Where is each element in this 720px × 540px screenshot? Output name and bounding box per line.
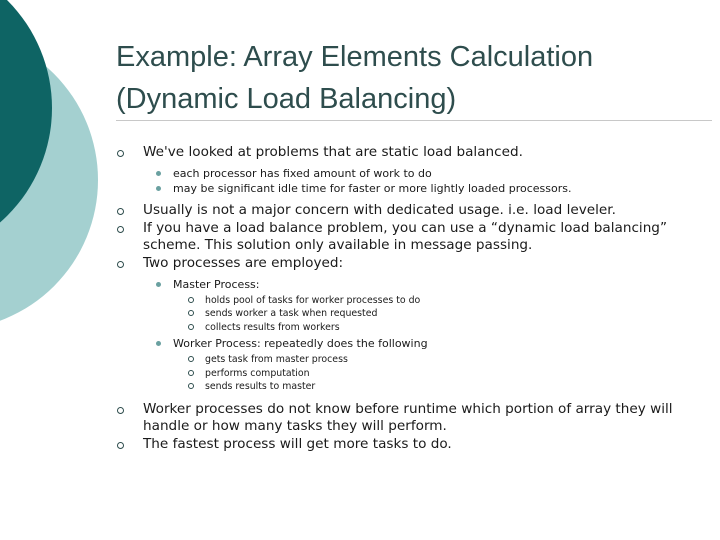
ring-bullet-icon bbox=[188, 383, 194, 389]
master-task-pool: holds pool of tasks for worker processes to do bbox=[116, 294, 706, 307]
worker-performs-computation: performs computation bbox=[116, 367, 706, 380]
dot-bullet-icon bbox=[156, 186, 161, 191]
master-collects-results: collects results from workers bbox=[116, 321, 706, 334]
ring-bullet-icon bbox=[117, 150, 124, 157]
ring-bullet-icon bbox=[117, 261, 124, 268]
title-line-1: Example: Array Elements Calculation bbox=[116, 41, 594, 73]
slide-title bbox=[116, 36, 696, 120]
dot-bullet-icon bbox=[156, 282, 161, 287]
sub-bullet-idle-time: may be significant idle time for faster or more lightly loaded processors. bbox=[116, 181, 706, 197]
sub-bullet-master-process: Master Process: bbox=[116, 277, 706, 293]
worker-gets-task: gets task from master process bbox=[116, 353, 706, 366]
ring-bullet-icon bbox=[188, 370, 194, 376]
sub-bullet-worker-process: Worker Process: repeatedly does the following bbox=[116, 336, 706, 352]
worker-sends-results: sends results to master bbox=[116, 380, 706, 393]
bullet-static-balanced: We've looked at problems that are static load balanced. bbox=[116, 144, 706, 161]
title-divider bbox=[116, 120, 712, 121]
ring-bullet-icon bbox=[117, 208, 124, 215]
slide-body bbox=[116, 144, 706, 453]
ring-bullet-icon bbox=[188, 356, 194, 362]
ring-bullet-icon bbox=[188, 310, 194, 316]
ring-bullet-icon bbox=[188, 297, 194, 303]
dot-bullet-icon bbox=[156, 171, 161, 176]
ring-bullet-icon bbox=[117, 226, 124, 233]
ring-bullet-icon bbox=[117, 407, 124, 414]
bullet-dynamic-load-balancing: If you have a load balance problem, you can use a “dynamic load balancing” scheme. This solution only available in message passing. bbox=[116, 220, 706, 253]
title-line-2: (Dynamic Load Balancing) bbox=[116, 83, 457, 115]
bullet-dedicated-usage: Usually is not a major concern with dedicated usage. i.e. load leveler. bbox=[116, 202, 706, 219]
master-sends-task: sends worker a task when requested bbox=[116, 307, 706, 320]
dot-bullet-icon bbox=[156, 341, 161, 346]
bullet-worker-unknown-portion: Worker processes do not know before runtime which portion of array they will handle or how many tasks they will perform. bbox=[116, 401, 706, 434]
sub-bullet-fixed-work: each processor has fixed amount of work to do bbox=[116, 166, 706, 182]
ring-bullet-icon bbox=[117, 442, 124, 449]
bullet-fastest-process: The fastest process will get more tasks to do. bbox=[116, 436, 706, 453]
bullet-two-processes: Two processes are employed: bbox=[116, 255, 706, 272]
ring-bullet-icon bbox=[188, 324, 194, 330]
